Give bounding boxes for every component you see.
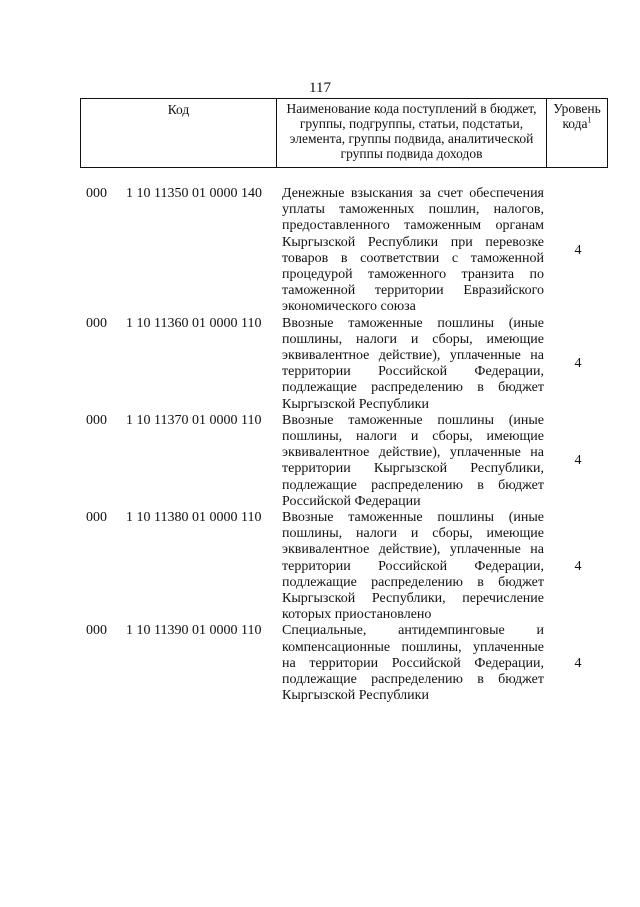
table-header	[80, 98, 608, 168]
header-level	[547, 99, 607, 167]
revenue-code: 1 10 11390 01 0000 110	[126, 623, 262, 639]
code-level: 4	[574, 558, 582, 574]
revenue-code: 1 10 11380 01 0000 110	[126, 510, 262, 526]
admin-code: 000	[86, 510, 107, 526]
code-level: 4	[574, 655, 582, 671]
header-code: Код	[81, 99, 277, 167]
code-level: 4	[574, 242, 582, 258]
admin-code: 000	[86, 186, 107, 201]
revenue-code: 1 10 11370 01 0000 110	[126, 412, 262, 428]
table-body	[80, 186, 608, 705]
revenue-code: 1 10 11360 01 0000 110	[126, 315, 262, 331]
code-level: 4	[574, 356, 582, 372]
revenue-code: 1 10 11350 01 0000 140	[126, 186, 262, 201]
header-level-footnote: 1	[587, 115, 592, 125]
revenue-name: Денежные взыскания за счет обеспечения уплаты таможенных пошлин, налогов, предоставленного таможенным органам Кыргызской Республики при перевозке товаров в соответствии с таможенной процедурой таможенного транзита по таможенной территории Евразийского экономического союза	[282, 186, 544, 315]
page-number: 117	[309, 80, 331, 96]
code-level: 4	[574, 453, 582, 469]
revenue-name: Специальные, антидемпинговые и компенсационные пошлины, уплаченные на территории Российской Федерации, подлежащие распределению в бюджет Кыргызской Республики	[282, 623, 544, 704]
header-name: Наименование кода поступлений в бюджет, группы, подгруппы, статьи, подстатьи, элемента, группы подвида, аналитической группы подвида доходов	[277, 99, 547, 167]
admin-code: 000	[86, 315, 107, 331]
revenue-name: Ввозные таможенные пошлины (иные пошлины, налоги и сборы, имеющие эквивалентное действие), уплаченные на территории Кыргызской Республики, подлежащие распределению в бюджет Российской Федерации	[282, 412, 544, 509]
admin-code: 000	[86, 412, 107, 428]
table-row	[80, 623, 608, 704]
admin-code: 000	[86, 623, 107, 639]
table-row	[80, 413, 608, 510]
header-level-label: Уровень кода	[553, 101, 601, 131]
table-row	[80, 510, 608, 623]
revenue-name: Ввозные таможенные пошлины (иные пошлины, налоги и сборы, имеющие эквивалентное действие), уплаченные на территории Российской Федерации, подлежащие распределению в бюджет Кыргызской Республики, перечисление которых приостановлено	[282, 510, 544, 623]
revenue-name: Ввозные таможенные пошлины (иные пошлины, налоги и сборы, имеющие эквивалентное действие), уплаченные на территории Российской Федерации, подлежащие распределению в бюджет Кыргызской Республики	[282, 315, 544, 412]
table-row	[80, 316, 608, 413]
table-row	[80, 186, 608, 316]
